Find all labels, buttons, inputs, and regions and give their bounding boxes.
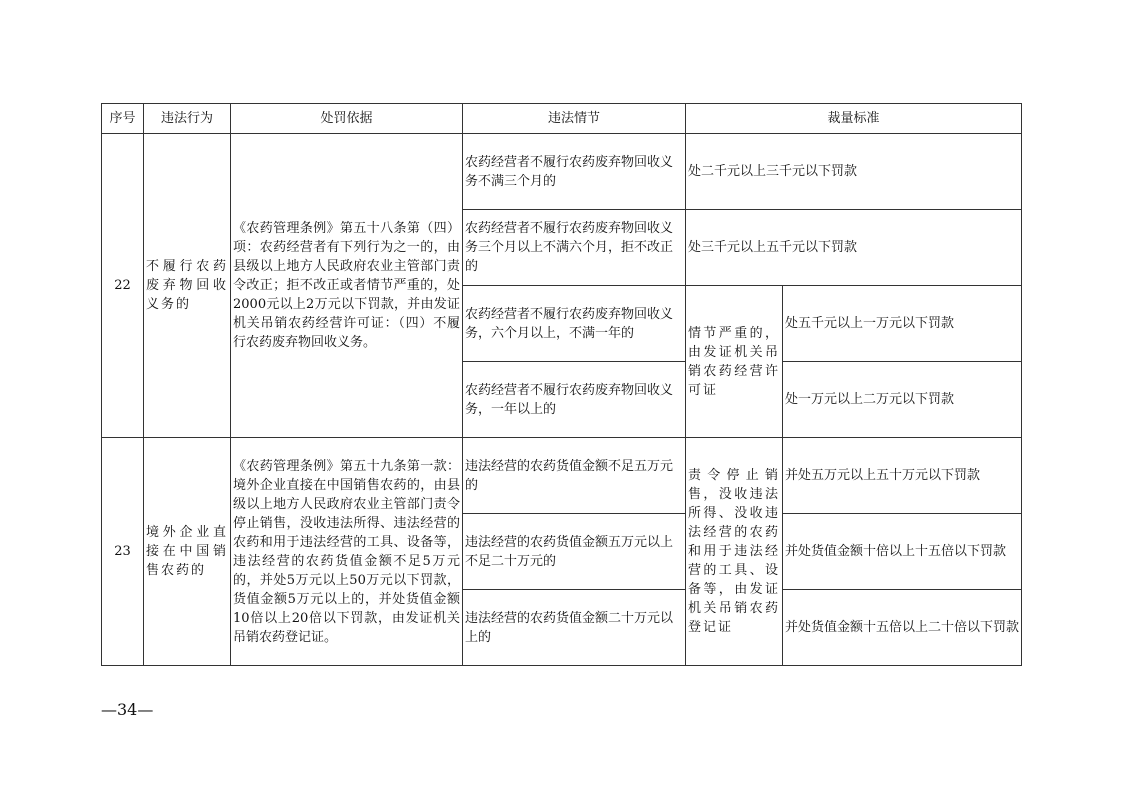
- penalty-discretion-table: [101, 103, 1022, 666]
- circumstance-cell: 农药经营者不履行农药废弃物回收义务，六个月以上，不满一年的: [463, 286, 686, 362]
- standard-cell: 处一万元以上二万元以下罚款: [783, 362, 1022, 438]
- standard-cell: 处二千元以上三千元以下罚款: [686, 134, 1022, 210]
- header-basis: 处罚依据: [231, 104, 463, 134]
- circumstance-cell: 违法经营的农药货值金额二十万元以上的: [463, 590, 686, 666]
- table-row: [102, 134, 1022, 210]
- violation-act: 境外企业直接在中国销售农药的: [144, 438, 231, 666]
- circumstance-cell: 违法经营的农药货值金额不足五万元的: [463, 438, 686, 514]
- penalty-basis: 《农药管理条例》第五十八条第（四）项：农药经营者有下列行为之一的，由县级以上地方人民政府农业主管部门责令改正；拒不改正或者情节严重的，处2000元以上2万元以下罚款，并由发证机关吊销农药经营许可证：（四）不履行农药废弃物回收义务。: [231, 134, 463, 438]
- standard-cell: 处五千元以上一万元以下罚款: [783, 286, 1022, 362]
- row-number: 22: [102, 134, 144, 438]
- header-act: 违法行为: [144, 104, 231, 134]
- serious-circumstance-cell: 情节严重的，由发证机关吊销农药经营许可证: [686, 286, 783, 438]
- standard-cell: 处三千元以上五千元以下罚款: [686, 210, 1022, 286]
- circumstance-cell: 农药经营者不履行农药废弃物回收义务，一年以上的: [463, 362, 686, 438]
- violation-act: 不履行农药废弃物回收义务的: [144, 134, 231, 438]
- standard-cell: 并处货值金额十五倍以上二十倍以下罚款: [783, 590, 1022, 666]
- page-number: —34—: [101, 700, 154, 719]
- measure-cell: 责令停止销售，没收违法所得、没收违法经营的农药和用于违法经营的工具、设备等，由发证机关吊销农药登记证: [686, 438, 783, 666]
- standard-cell: 并处货值金额十倍以上十五倍以下罚款: [783, 514, 1022, 590]
- row-number: 23: [102, 438, 144, 666]
- circumstance-cell: 农药经营者不履行农药废弃物回收义务不满三个月的: [463, 134, 686, 210]
- standard-cell: 并处五万元以上五十万元以下罚款: [783, 438, 1022, 514]
- table-row: [102, 438, 1022, 514]
- header-circumstance: 违法情节: [463, 104, 686, 134]
- header-no: 序号: [102, 104, 144, 134]
- circumstance-cell: 违法经营的农药货值金额五万元以上不足二十万元的: [463, 514, 686, 590]
- circumstance-cell: 农药经营者不履行农药废弃物回收义务三个月以上不满六个月，拒不改正的: [463, 210, 686, 286]
- header-standard: 裁量标准: [686, 104, 1022, 134]
- table-header-row: [102, 104, 1022, 134]
- penalty-basis: 《农药管理条例》第五十九条第一款：境外企业直接在中国销售农药的，由县级以上地方人民政府农业主管部门责令停止销售，没收违法所得、违法经营的农药和用于违法经营的工具、设备等，违法经营的农药货值金额不足5万元的，并处5万元以上50万元以下罚款，货值金额5万元以上的，并处货值金额10倍以上20倍以下罚款，由发证机关吊销农药登记证。: [231, 438, 463, 666]
